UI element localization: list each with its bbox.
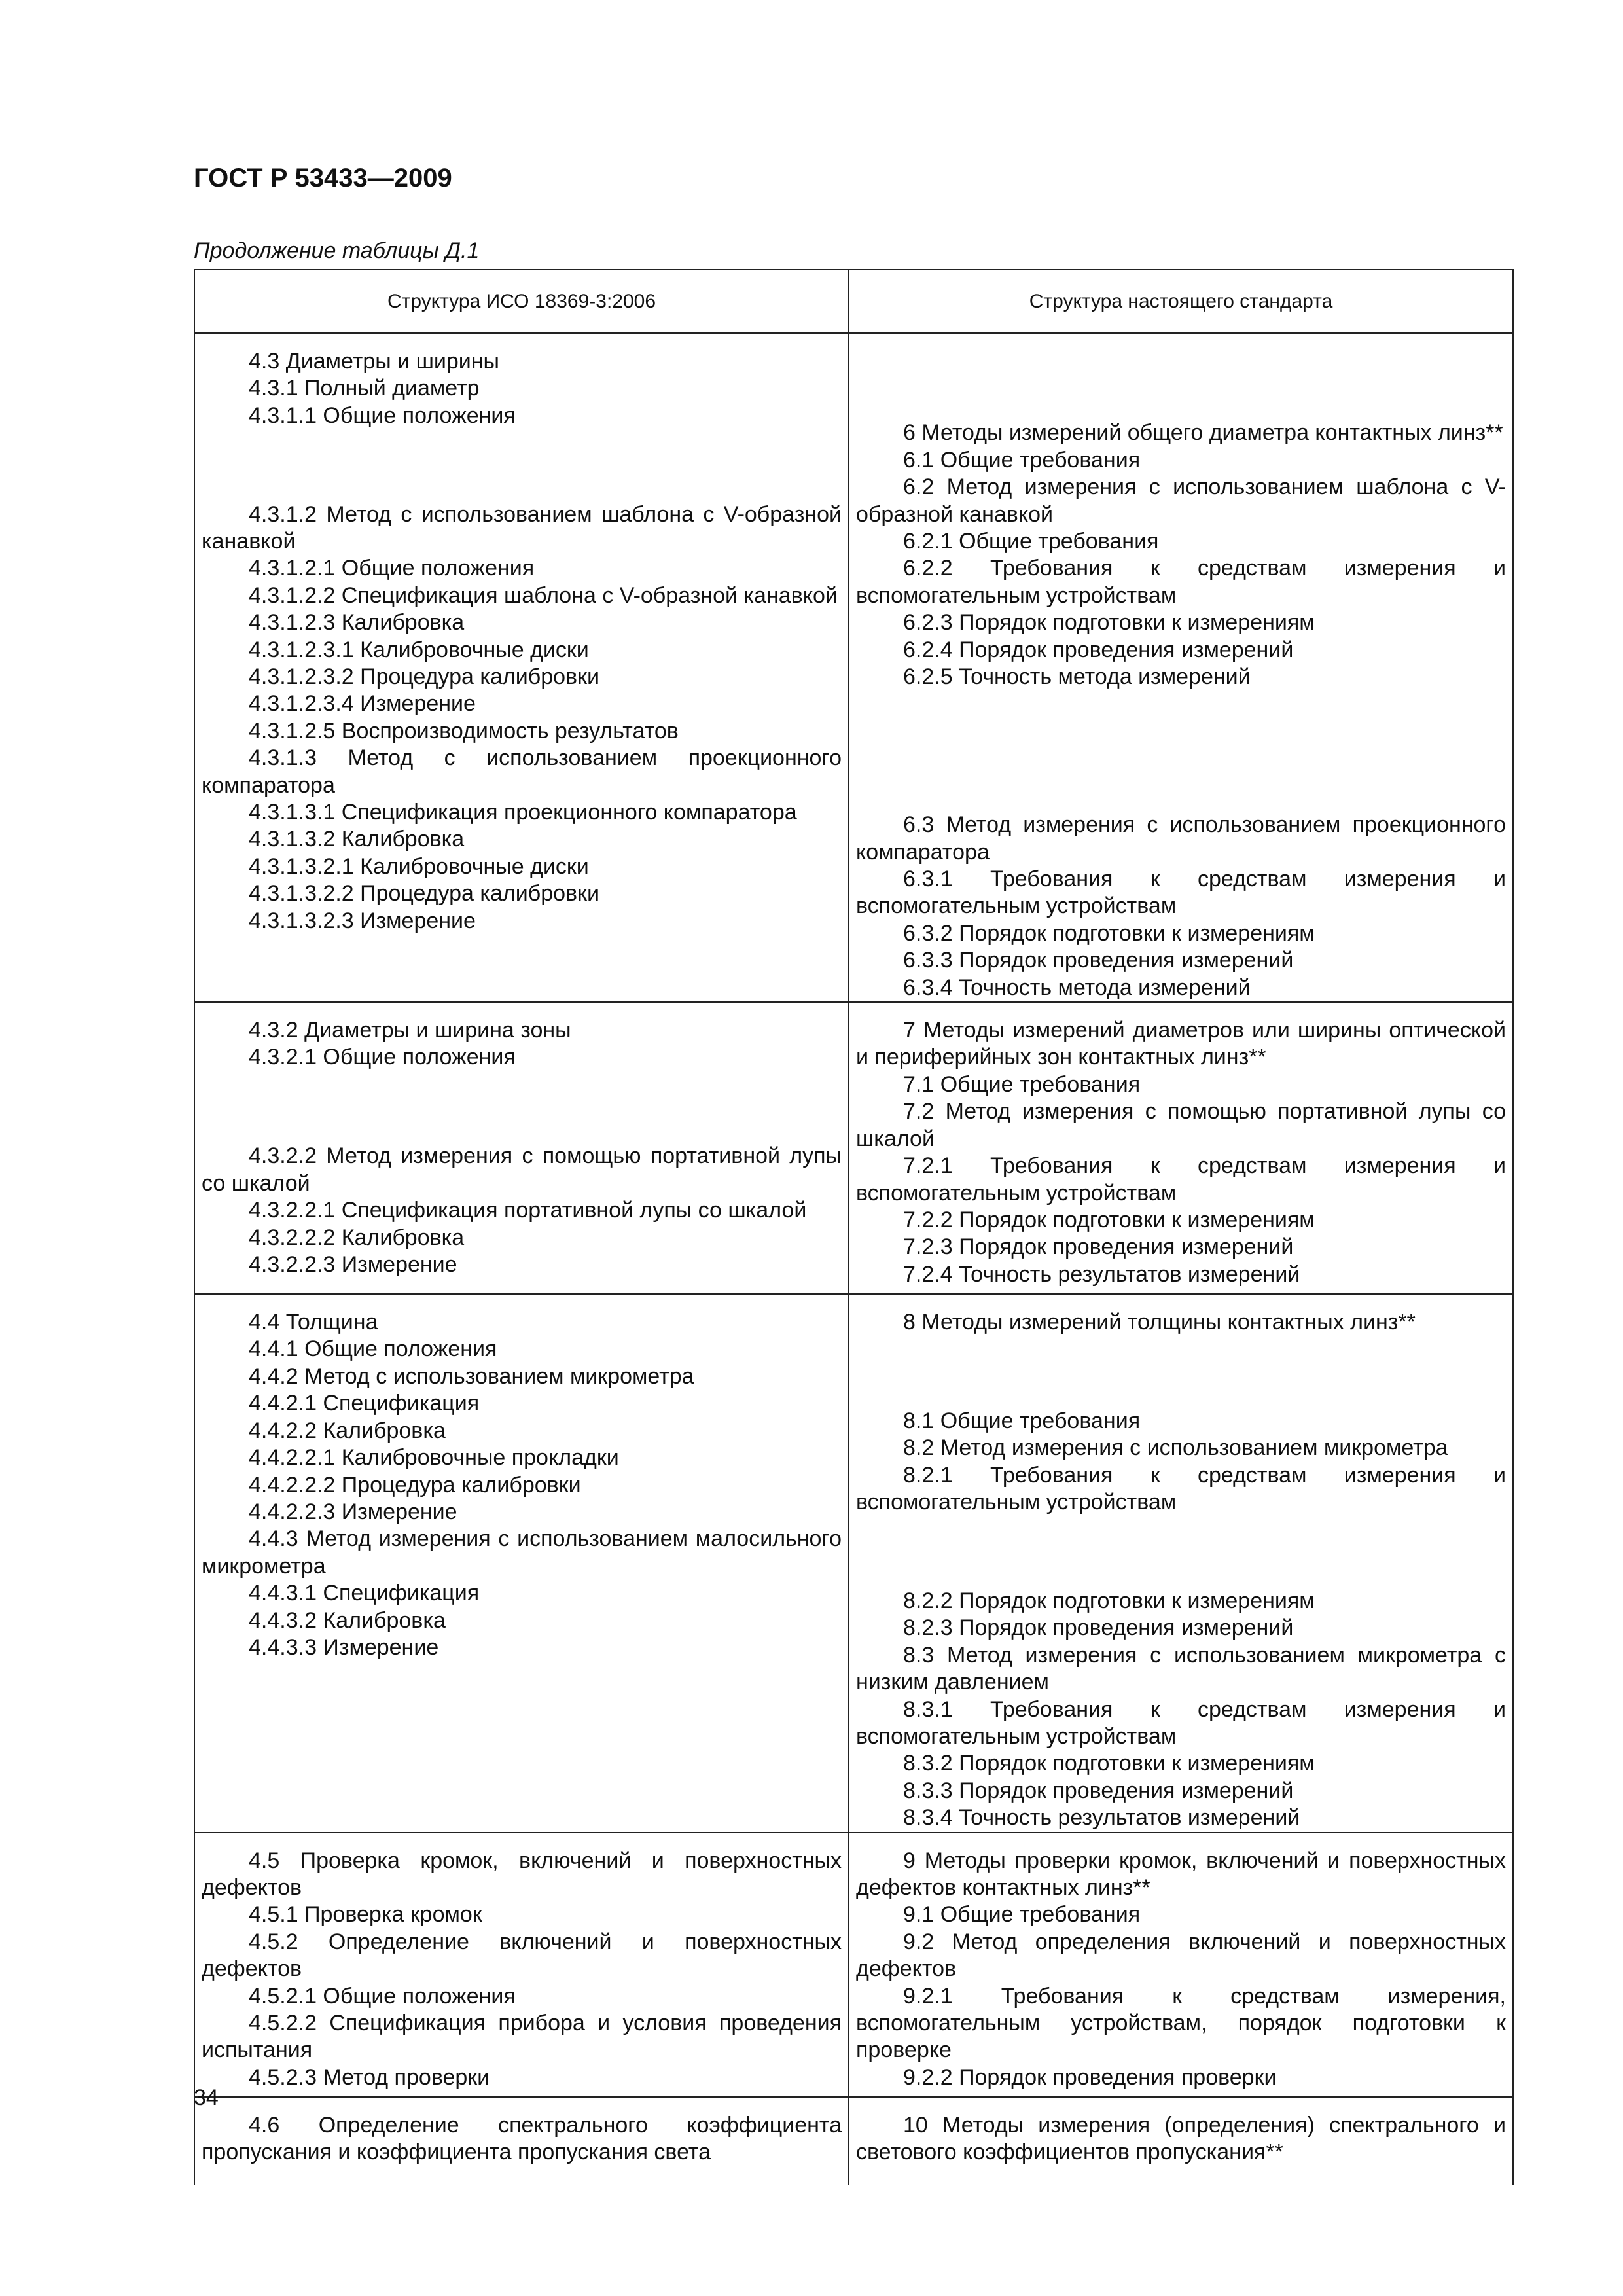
table-cell-iso	[194, 333, 849, 1002]
table-cell-iso	[194, 1833, 849, 2097]
table-entry: 7.2.1 Требования к средствам измерения и вспомогательным устройствам	[856, 1153, 1506, 1206]
table-entry: 6.2.2 Требования к средствам измерения и вспомогательным устройствам	[856, 556, 1506, 608]
table-cell-standard	[849, 333, 1513, 1002]
table-entry: 4.4.2 Метод с использованием микрометра	[249, 1363, 694, 1389]
table-entry: 8.3 Метод измерения с использованием микрометра с низким давлением	[856, 1642, 1506, 1695]
table-row	[194, 2097, 1513, 2185]
table-entry: 8.3.3 Порядок проведения измерений	[903, 1778, 1294, 1803]
table-entry: 4.3.1.3 Метод с использованием проекционного компаратора	[202, 745, 842, 798]
table-entry: 8.2 Метод измерения с использованием микрометра	[903, 1435, 1448, 1461]
table-entry: 4.3.1.3.1 Спецификация проекционного компаратора	[249, 800, 797, 825]
table-entry: 4.5.2.2 Спецификация прибора и условия проведения испытания	[202, 2010, 842, 2063]
col-header-iso: Структура ИСО 18369-3:2006	[194, 270, 849, 333]
table-row	[194, 333, 1513, 1002]
table-entry: 4.3.1.2.2 Спецификация шаблона с V-образной канавкой	[249, 583, 838, 608]
table-entry: 9 Методы проверки кромок, включений и поверхностных дефектов контактных линз**	[856, 1848, 1506, 1900]
table-entry: 8.1 Общие требования	[903, 1408, 1141, 1433]
table-entry: 8.2.3 Порядок проведения измерений	[903, 1615, 1294, 1641]
table-entry: 10 Методы измерения (определения) спектрального и светового коэффициентов пропускания**	[856, 2112, 1506, 2164]
table-entry: 6.2.5 Точность метода измерений	[903, 664, 1251, 690]
table-cell-iso	[194, 1002, 849, 1294]
table-entry: 4.3.1.3.2.2 Процедура калибровки	[249, 881, 599, 906]
table-entry: 4.3.2.2.1 Спецификация портативной лупы со шкалой	[249, 1198, 807, 1223]
blank-line	[856, 1358, 1506, 1385]
table-entry: 4.3.2.2.2 Калибровка	[249, 1225, 465, 1250]
table-entry: 4.5.1 Проверка кромок	[249, 1902, 482, 1928]
table-entry: 6 Методы измерений общего диаметра контактных линз**	[903, 420, 1503, 446]
blank-line	[856, 370, 1506, 397]
table-header-row	[194, 270, 1513, 333]
blank-line	[856, 1539, 1506, 1566]
blank-line	[856, 762, 1506, 789]
table-entry: 8.2.2 Порядок подготовки к измерениям	[903, 1588, 1315, 1613]
table-entry: 7 Методы измерений диаметров или ширины оптической и периферийных зон контактных линз**	[856, 1018, 1506, 1070]
table-entry: 4.5 Проверка кромок, включений и поверхностных дефектов	[202, 1848, 842, 1900]
table-entry: 4.3 Диаметры и ширины	[249, 349, 499, 374]
table-entry: 4.3.1 Полный диаметр	[249, 376, 480, 401]
table-cell-iso	[194, 2097, 849, 2185]
table-entry: 4.4.3 Метод измерения с использованием малосильного микрометра	[202, 1526, 842, 1579]
table-entry: 4.4.3.1 Спецификация	[249, 1581, 480, 1606]
table-cell-standard	[849, 1294, 1513, 1832]
table-entry: 4.5.2.1 Общие положения	[249, 1983, 516, 2009]
table-entry: 4.4.1 Общие положения	[249, 1336, 497, 1362]
table-entry: 4.3.1.2.3.1 Калибровочные диски	[249, 637, 589, 662]
document-code: ГОСТ Р 53433—2009	[194, 164, 452, 192]
table-entry: 9.2.1 Требования к средствам измерения, вспомогательным устройствам, порядок подготовки к проверке	[856, 1983, 1506, 2063]
table-entry: 6.2 Метод измерения с использованием шаблона с V-образной канавкой	[856, 475, 1506, 527]
table-entry: 4.3.1.3.2.3 Измерение	[249, 908, 476, 933]
table-entry: 4.3.1.2.3 Калибровка	[249, 610, 465, 636]
table-entry: 7.2.3 Порядок проведения измерений	[903, 1234, 1294, 1260]
table-entry: 4.3.1.3.2.1 Калибровочные диски	[249, 853, 589, 879]
table-caption: Продолжение таблицы Д.1	[194, 238, 480, 263]
table-entry: 6.2.4 Порядок проведения измерений	[903, 637, 1294, 662]
table-entry: 4.3.2.2.3 Измерение	[249, 1251, 457, 1277]
table-entry: 7.2.4 Точность результатов измерений	[903, 1261, 1300, 1287]
table-entry: 7.2.2 Порядок подготовки к измерениям	[903, 1207, 1315, 1232]
table-entry: 7.2 Метод измерения с помощью портативной лупы со шкалой	[856, 1099, 1506, 1151]
table-entry: 6.3.4 Точность метода измерений	[903, 975, 1251, 1000]
table-entry: 4.3.1.2.3.4 Измерение	[249, 691, 476, 717]
table-entry: 4.4.3.3 Измерение	[249, 1634, 439, 1660]
blank-line	[202, 452, 842, 478]
table-row	[194, 1833, 1513, 2097]
table-entry: 8 Методы измерений толщины контактных линз**	[903, 1310, 1416, 1335]
table-entry: 9.2.2 Порядок проведения проверки	[903, 2064, 1277, 2090]
col-header-standard: Структура настоящего стандарта	[849, 270, 1513, 333]
correspondence-table	[194, 269, 1514, 2185]
table-entry: 4.4 Толщина	[249, 1310, 378, 1335]
table-entry: 8.2.1 Требования к средствам измерения и вспомогательным устройствам	[856, 1462, 1506, 1515]
table-entry: 6.2.1 Общие требования	[903, 529, 1159, 554]
table-entry: 6.3 Метод измерения с использованием проекционного компаратора	[856, 812, 1506, 865]
table-entry: 4.6 Определение спектрального коэффициента пропускания и коэффициента пропускания света	[202, 2112, 842, 2164]
table-entry: 4.4.2.2.3 Измерение	[249, 1499, 457, 1524]
page-number: 34	[194, 2085, 219, 2110]
table-entry: 6.3.2 Порядок подготовки к измерениям	[903, 920, 1315, 946]
table-entry: 4.4.2.1 Спецификация	[249, 1391, 480, 1416]
table-entry: 4.4.2.2.2 Процедура калибровки	[249, 1472, 581, 1498]
blank-line	[202, 1094, 842, 1121]
table-cell-iso	[194, 1294, 849, 1832]
table-entry: 6.3.1 Требования к средствам измерения и вспомогательным устройствам	[856, 867, 1506, 919]
table-entry: 4.3.1.2.1 Общие положения	[249, 556, 535, 581]
table-entry: 4.3.1.2 Метод с использованием шаблона с V-образной канавкой	[202, 501, 842, 554]
table-entry: 8.3.1 Требования к средствам измерения и вспомогательным устройствам	[856, 1696, 1506, 1749]
table-row	[194, 1002, 1513, 1294]
table-entry: 7.1 Общие требования	[903, 1071, 1141, 1097]
table-entry: 4.3.1.2.3.2 Процедура калибровки	[249, 664, 599, 690]
table-entry: 6.3.3 Порядок проведения измерений	[903, 948, 1294, 973]
table-entry: 6.2.3 Порядок подготовки к измерениям	[903, 610, 1315, 636]
table-row	[194, 1294, 1513, 1832]
table-entry: 4.3.2.1 Общие положения	[249, 1045, 516, 1070]
table-entry: 4.3.2 Диаметры и ширина зоны	[249, 1018, 571, 1043]
table-entry: 9.1 Общие требования	[903, 1902, 1141, 1928]
table-entry: 4.5.2 Определение включений и поверхностных дефектов	[202, 1929, 842, 1982]
table-cell-standard	[849, 1002, 1513, 1294]
table-entry: 4.3.1.3.2 Калибровка	[249, 827, 465, 852]
table-entry: 4.4.2.2 Калибровка	[249, 1418, 446, 1443]
table-cell-standard	[849, 1833, 1513, 2097]
table-entry: 4.3.1.1 Общие положения	[249, 403, 516, 428]
table-entry: 4.3.1.2.5 Воспроизводимость результатов	[249, 718, 679, 744]
table-entry: 4.5.2.3 Метод проверки	[249, 2064, 490, 2090]
table-cell-standard	[849, 2097, 1513, 2185]
table-entry: 6.1 Общие требования	[903, 447, 1141, 473]
table-entry: 4.4.3.2 Калибровка	[249, 1607, 446, 1633]
table-entry: 8.3.4 Точность результатов измерений	[903, 1805, 1300, 1831]
table-entry: 4.4.2.2.1 Калибровочные прокладки	[249, 1445, 619, 1471]
table-entry: 9.2 Метод определения включений и поверхностных дефектов	[856, 1929, 1506, 1982]
table-entry: 4.3.2.2 Метод измерения с помощью портативной лупы со шкалой	[202, 1143, 842, 1196]
blank-line	[856, 713, 1506, 740]
table-entry: 8.3.2 Порядок подготовки к измерениям	[903, 1751, 1315, 1776]
